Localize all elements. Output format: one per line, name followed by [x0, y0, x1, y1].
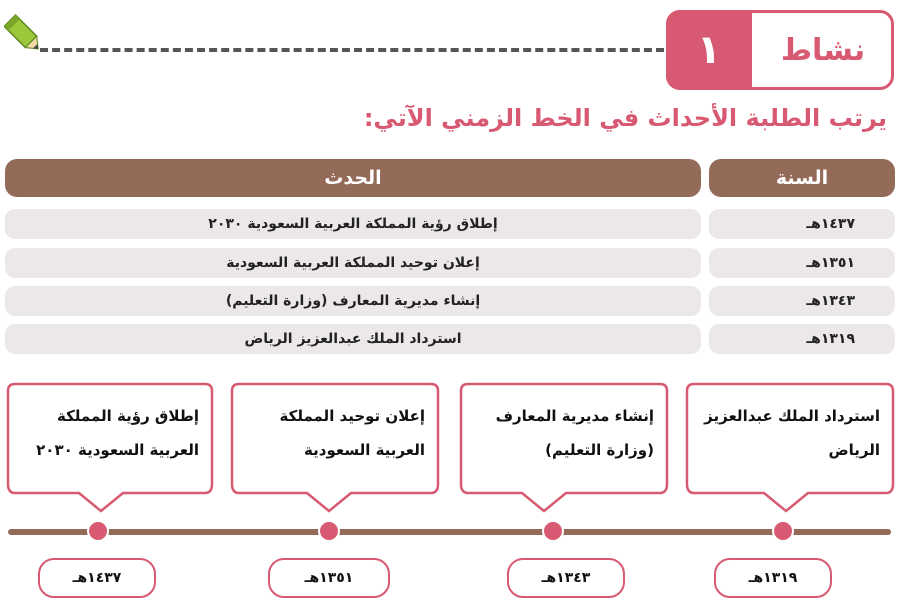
pencil-icon — [4, 10, 44, 54]
table-cell-event: استرداد الملك عبدالعزيز الرياض — [5, 324, 701, 354]
header-dashed-line — [40, 48, 664, 52]
timeline-callout — [229, 381, 441, 517]
callout-line2: (وزارة التعليم) — [545, 441, 654, 459]
callout-line2: العربية السعودية ٢٠٣٠ — [36, 441, 199, 459]
callout-line1: إعلان توحيد المملكة — [279, 407, 425, 425]
timeline-year: ١٣١٩هـ — [714, 558, 832, 598]
timeline-callout — [684, 381, 896, 517]
timeline-dot — [542, 520, 564, 542]
callout-line2: العربية السعودية — [304, 441, 425, 459]
table-cell-year: ١٤٣٧هـ — [709, 209, 895, 239]
callout-line1: إطلاق رؤية المملكة — [56, 407, 199, 425]
activity-number: ١ — [666, 10, 752, 90]
callout-line1: استرداد الملك عبدالعزيز — [704, 407, 880, 425]
table-cell-event: إطلاق رؤية المملكة العربية السعودية ٢٠٣٠ — [5, 209, 701, 239]
timeline-dot — [318, 520, 340, 542]
table-cell-event: إنشاء مديرية المعارف (وزارة التعليم) — [5, 286, 701, 316]
table-cell-year: ١٣١٩هـ — [709, 324, 895, 354]
table-cell-year: ١٣٤٣هـ — [709, 286, 895, 316]
timeline-year: ١٣٥١هـ — [268, 558, 390, 598]
table-header-year: السنة — [709, 159, 895, 197]
timeline-callout — [458, 381, 670, 517]
instruction-text: يرتب الطلبة الأحداث في الخط الزمني الآتي: — [363, 104, 887, 132]
callout-line2: الرياض — [828, 441, 880, 459]
table-header-event: الحدث — [5, 159, 701, 197]
timeline-dot — [772, 520, 794, 542]
activity-label: نشاط — [780, 32, 866, 68]
timeline-dot — [87, 520, 109, 542]
callout-line1: إنشاء مديرية المعارف — [495, 407, 654, 425]
timeline-year: ١٤٣٧هـ — [38, 558, 156, 598]
table-cell-event: إعلان توحيد المملكة العربية السعودية — [5, 248, 701, 278]
timeline-bar — [8, 529, 891, 535]
timeline-year: ١٣٤٣هـ — [507, 558, 625, 598]
timeline-callout — [5, 381, 215, 517]
table-cell-year: ١٣٥١هـ — [709, 248, 895, 278]
